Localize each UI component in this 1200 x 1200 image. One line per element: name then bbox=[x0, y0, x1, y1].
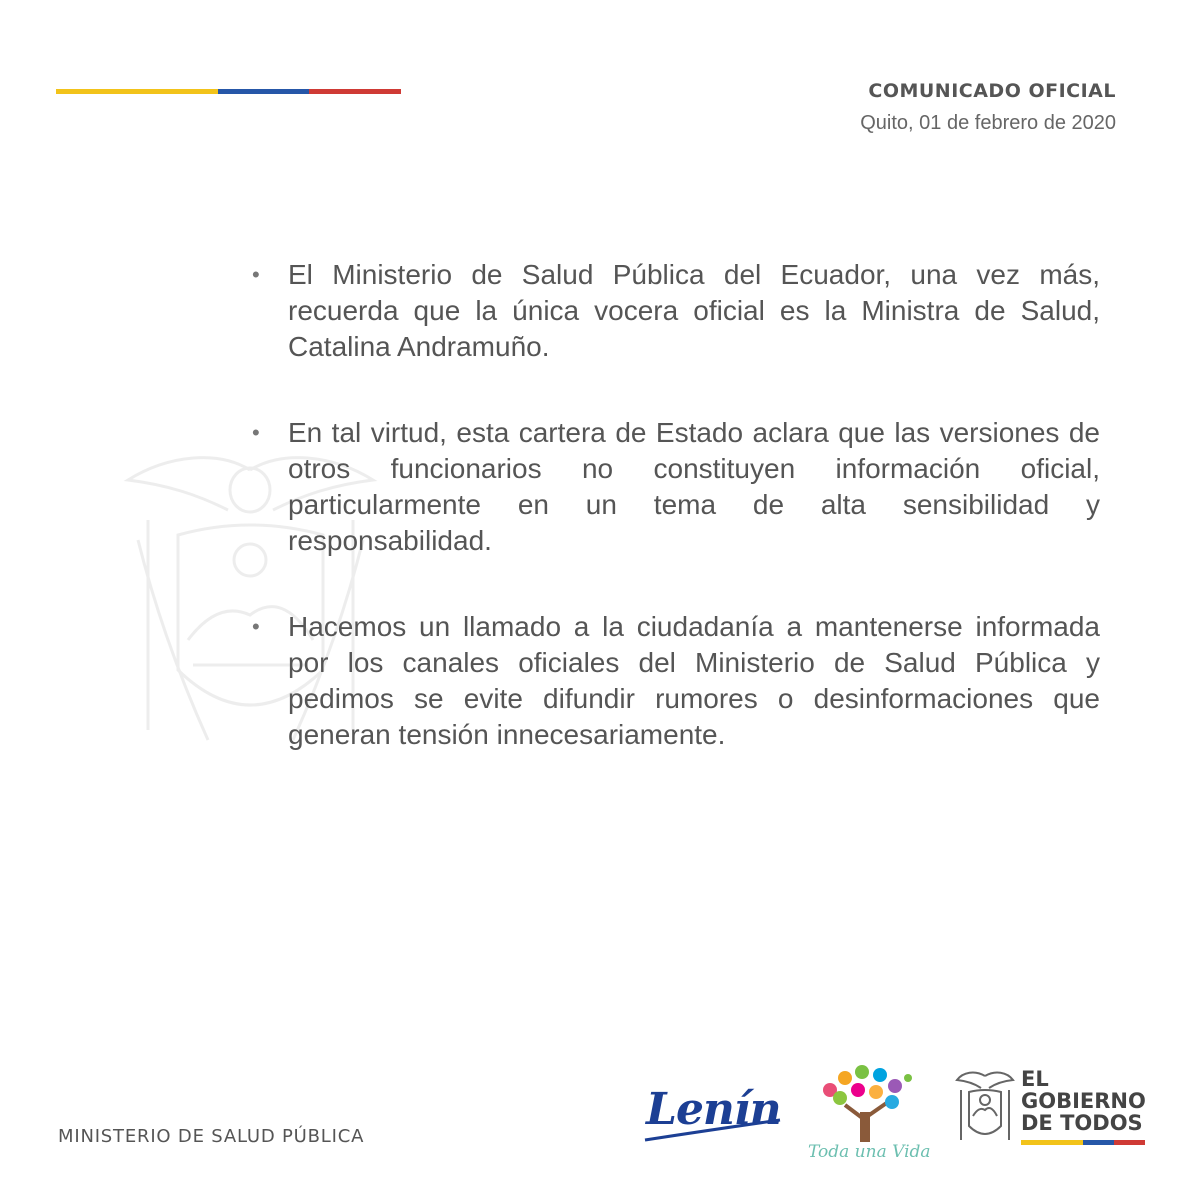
lenin-logo bbox=[640, 1080, 785, 1150]
lenin-swoosh-icon bbox=[640, 1080, 785, 1150]
bullet-icon: • bbox=[252, 262, 260, 287]
gov-logo-text bbox=[1021, 1068, 1146, 1134]
flag-color-bar bbox=[56, 89, 401, 94]
list-item bbox=[250, 415, 1100, 559]
list-item-text: Hacemos un llamado a la ciudadanía a mantenerse informada por los canales oficiales del Ministerio de Salud Pública y pedimos se evite difundir rumores o desinformaciones que generan tensión innecesariamente. bbox=[288, 611, 1100, 750]
document-date: Quito, 01 de febrero de 2020 bbox=[860, 112, 1116, 134]
document-title: COMUNICADO OFICIAL bbox=[868, 80, 1116, 102]
list-item-text: En tal virtud, esta cartera de Estado aclara que las versiones de otros funcionarios no constituyen información oficial, particularmente en un tema de alta sensibilidad y responsabilidad. bbox=[288, 417, 1100, 556]
list-item bbox=[250, 609, 1100, 753]
flag-blue-segment bbox=[218, 89, 309, 94]
flag-yellow-segment bbox=[56, 89, 218, 94]
header bbox=[860, 80, 1116, 135]
flag-red-segment bbox=[309, 89, 401, 94]
tree-icon bbox=[800, 1060, 932, 1145]
bullet-icon: • bbox=[252, 420, 260, 445]
gov-blue-segment bbox=[1083, 1140, 1114, 1145]
coat-of-arms-icon bbox=[955, 1068, 1015, 1148]
gov-yellow-segment bbox=[1021, 1140, 1083, 1145]
list-item bbox=[250, 257, 1100, 365]
gov-red-segment bbox=[1114, 1140, 1145, 1145]
gov-logo-line-3: DE TODOS bbox=[1021, 1111, 1143, 1135]
gov-logo-line-2: GOBIERNO bbox=[1021, 1089, 1146, 1113]
gobierno-de-todos-logo bbox=[955, 1068, 1150, 1148]
toda-una-vida-logo bbox=[800, 1060, 932, 1170]
gov-color-stripe bbox=[1021, 1140, 1145, 1145]
ministry-name: MINISTERIO DE SALUD PÚBLICA bbox=[58, 1126, 365, 1147]
tree-logo-caption: Toda una Vida bbox=[808, 1142, 931, 1162]
communique-body bbox=[250, 257, 1100, 803]
list-item-text: El Ministerio de Salud Pública del Ecuador, una vez más, recuerda que la única vocera oficial es la Ministra de Salud, Catalina Andramuño. bbox=[288, 259, 1100, 362]
gov-logo-line-1: EL bbox=[1021, 1067, 1049, 1091]
lenin-logo-text: Lenín bbox=[646, 1084, 781, 1135]
bullet-icon: • bbox=[252, 614, 260, 639]
